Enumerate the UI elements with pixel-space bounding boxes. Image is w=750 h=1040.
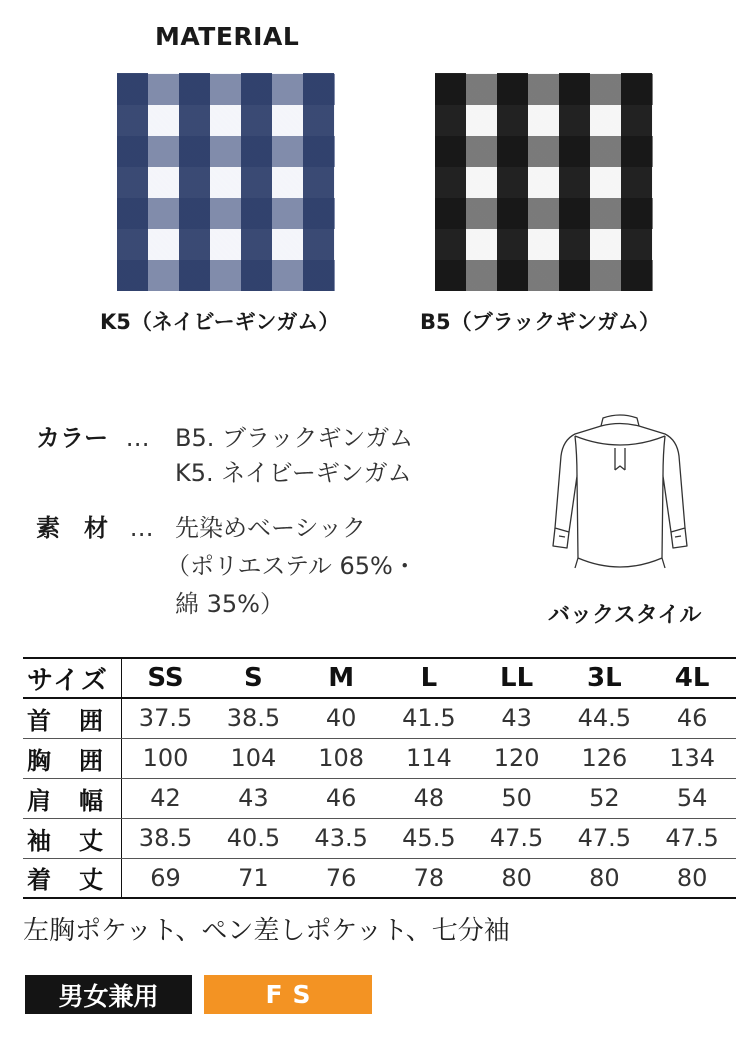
size-table: [23, 657, 736, 899]
shirt-back-icon: [545, 408, 695, 588]
table-cell: 37.5: [121, 698, 210, 738]
table-cell: 43: [473, 698, 561, 738]
size-header-label: サイズ: [23, 658, 121, 698]
table-cell: 54: [648, 778, 736, 818]
table-cell: 47.5: [560, 818, 648, 858]
material-title: MATERIAL: [155, 22, 300, 51]
row-label-chest: 胸 囲: [23, 738, 121, 778]
black-gingham-swatch: [435, 73, 653, 291]
table-cell: 50: [473, 778, 561, 818]
table-cell: 100: [121, 738, 210, 778]
table-cell: 47.5: [648, 818, 736, 858]
table-cell: 42: [121, 778, 210, 818]
row-label-length: 着 丈: [23, 858, 121, 898]
table-cell: 46: [648, 698, 736, 738]
table-cell: 120: [473, 738, 561, 778]
table-cell: 44.5: [560, 698, 648, 738]
table-cell: 80: [589, 863, 620, 892]
table-row: [23, 778, 736, 818]
material-value-1: 先染めベーシック: [175, 514, 367, 542]
table-cell: 38.5: [121, 818, 210, 858]
color-value-1: B5. ブラックギンガム: [175, 424, 414, 452]
table-cell: 76: [325, 863, 357, 892]
table-cell: 43.5: [297, 818, 385, 858]
size-m: M: [297, 658, 385, 698]
table-cell: 80: [676, 863, 708, 892]
table-cell: 78: [413, 863, 445, 892]
black-swatch-label: B5（ブラックギンガム）: [420, 310, 660, 334]
table-cell: 40: [297, 698, 385, 738]
size-fit-badge: FS: [204, 975, 372, 1014]
table-cell: 114: [385, 738, 473, 778]
table-cell: 45.5: [385, 818, 473, 858]
table-row: [23, 738, 736, 778]
unisex-badge: 男女兼用: [25, 975, 192, 1014]
size-s: S: [210, 658, 298, 698]
material-key: 素 材: [36, 514, 108, 542]
row-label-neck: 首 囲: [23, 698, 121, 738]
table-cell: 46: [297, 778, 385, 818]
table-row: [23, 818, 736, 858]
table-cell: 126: [560, 738, 648, 778]
table-row: [23, 858, 736, 898]
color-spec: [36, 423, 150, 454]
features-text: 左胸ポケット、ペン差しポケット、七分袖: [23, 916, 510, 946]
size-3l: 3L: [560, 658, 648, 698]
color-value-2: K5. ネイビーギンガム: [175, 459, 412, 487]
material-value-2: （ポリエステル 65%・: [166, 552, 417, 580]
material-spec: [36, 513, 154, 544]
color-dots: …: [125, 424, 150, 452]
back-style-label: バックスタイル: [548, 603, 702, 628]
table-cell: 47.5: [473, 818, 561, 858]
table-cell: 52: [560, 778, 648, 818]
navy-swatch-label: K5（ネイビーギンガム）: [100, 310, 340, 334]
navy-gingham-swatch: [117, 73, 335, 291]
table-cell: 108: [297, 738, 385, 778]
table-cell: 104: [210, 738, 298, 778]
row-label-shoulder: 肩 幅: [23, 778, 121, 818]
material-dots: …: [129, 514, 154, 542]
table-cell: 38.5: [210, 698, 298, 738]
size-ll: LL: [473, 658, 561, 698]
table-row: [23, 698, 736, 738]
row-label-sleeve: 袖 丈: [23, 818, 121, 858]
table-cell: 71: [238, 863, 269, 892]
size-4l: 4L: [648, 658, 736, 698]
color-key: カラー: [36, 424, 108, 452]
table-cell: 40.5: [210, 818, 298, 858]
size-ss: SS: [121, 658, 210, 698]
table-cell: 43: [210, 778, 298, 818]
size-l: L: [385, 658, 473, 698]
table-cell: 80: [501, 863, 532, 892]
table-cell: 48: [385, 778, 473, 818]
table-cell: 41.5: [385, 698, 473, 738]
table-cell: 69: [150, 863, 181, 892]
material-value-3: 綿 35%）: [175, 590, 284, 618]
size-header-row: [23, 658, 736, 698]
table-cell: 134: [648, 738, 736, 778]
